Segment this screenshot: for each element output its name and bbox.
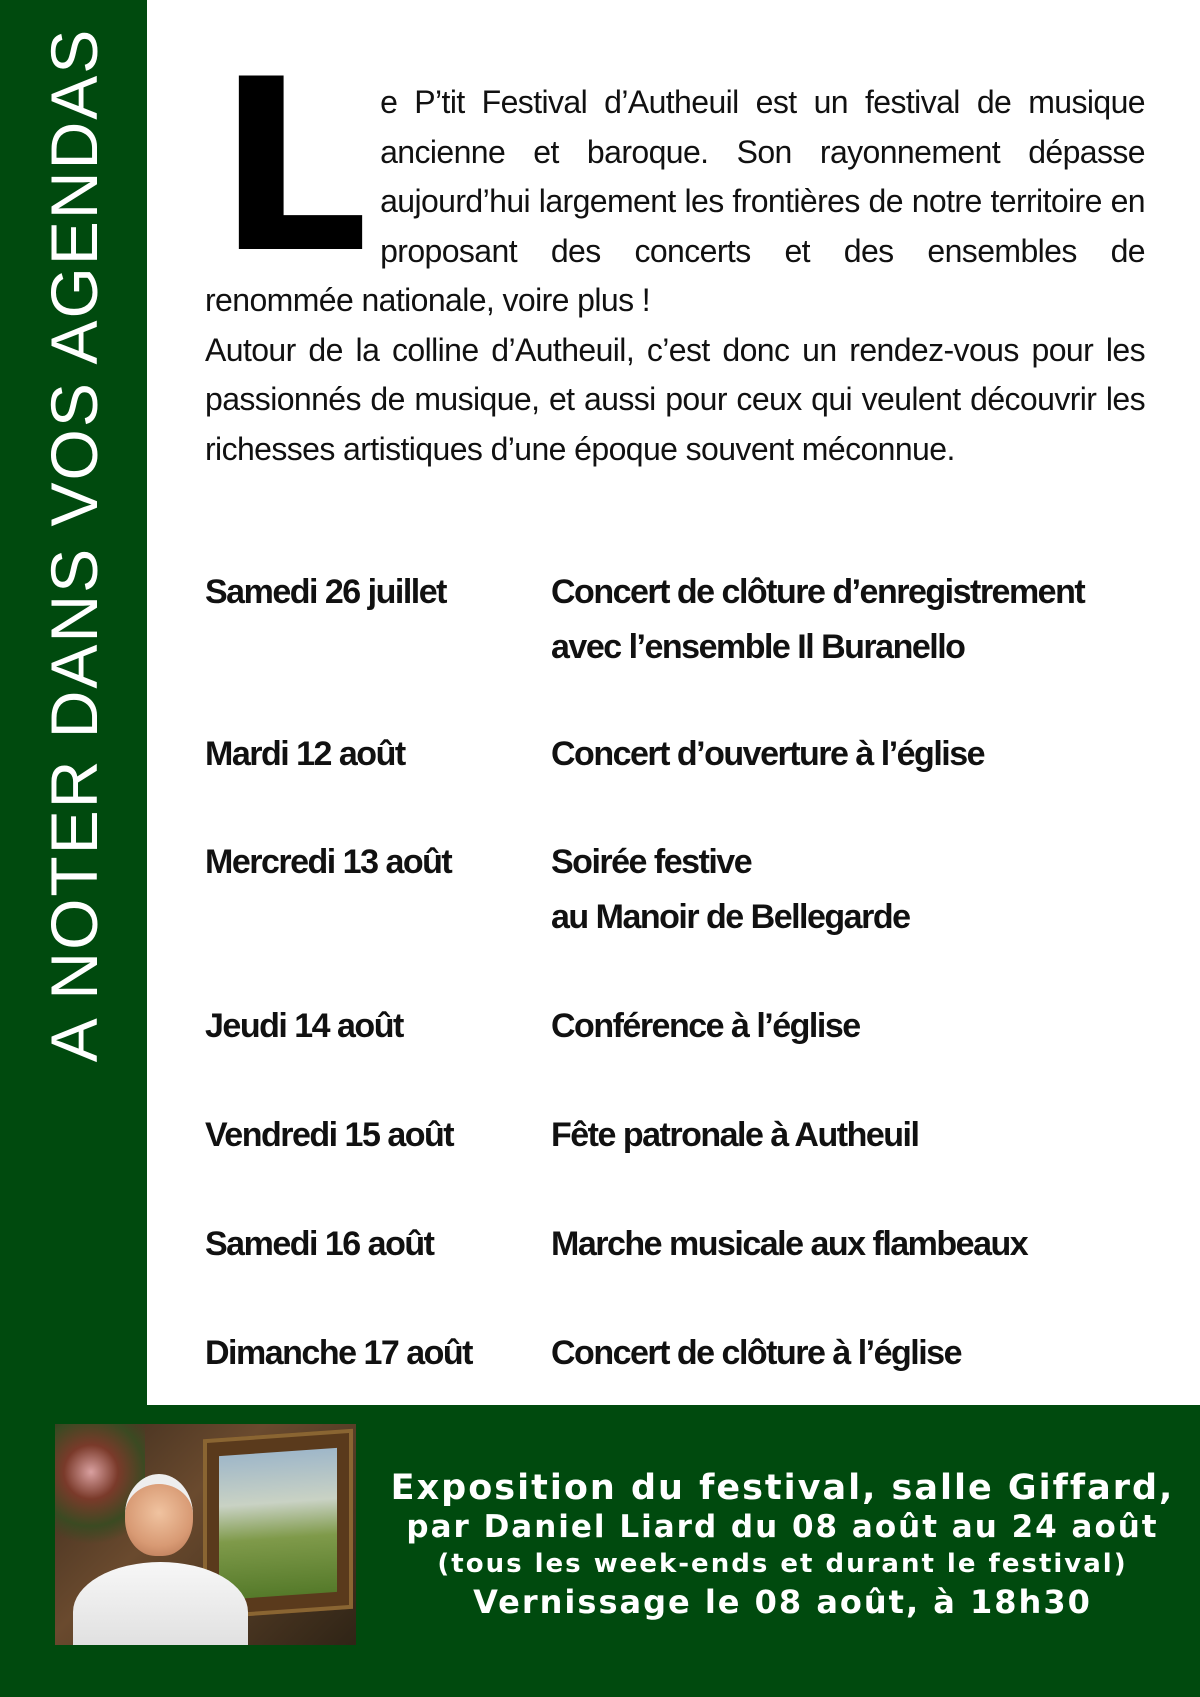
event-description [551, 1108, 1171, 1163]
event-description [551, 1326, 1171, 1381]
event-line: Fête patronale à Autheuil [551, 1116, 919, 1154]
event-line: Marche musicale aux flambeaux [551, 1225, 1028, 1263]
event-date: Vendredi 15 août [205, 1116, 454, 1154]
event-date: Samedi 26 juillet [205, 573, 446, 611]
exhibition-text [365, 1468, 1200, 1622]
event-line: avec l’ensemble Il Buranello [551, 628, 965, 666]
event-line: Concert de clôture d’enregistrement [551, 573, 1085, 611]
person-head-shape [125, 1474, 193, 1556]
intro-paragraph-2: Autour de la colline d’Autheuil, c’est donc un rendez-vous pour les passionnés de musique, et aussi pour ceux qui veulent découvrir les richesses artistiques d’une époque souvent méconnue. [205, 331, 1145, 467]
event-date: Dimanche 17 août [205, 1334, 472, 1372]
event-line: au Manoir de Bellegarde [551, 898, 910, 936]
landscape-painting-shape [219, 1448, 337, 1600]
exhibition-line-3: (tous les week-ends et durant le festival) [437, 1549, 1128, 1579]
event-line: Soirée festive [551, 843, 752, 881]
artist-photo [55, 1424, 356, 1645]
event-date: Samedi 16 août [205, 1225, 434, 1263]
event-description [551, 727, 1171, 782]
event-description [551, 1217, 1171, 1272]
vertical-title: A NOTER DANS VOS AGENDAS [37, 27, 111, 1063]
exhibition-line-4: Vernissage le 08 août, à 18h30 [473, 1583, 1092, 1621]
exhibition-line-1: Exposition du festival, salle Giffard, [390, 1468, 1175, 1508]
intro-text [205, 29, 1145, 474]
exhibition-line-2: par Daniel Liard du 08 août au 24 août [406, 1509, 1159, 1545]
intro-paragraph-1: e P’tit Festival d’Autheuil est un festival de musique ancienne et baroque. Son rayonnement dépasse aujourd’hui largement les frontières de notre territoire en proposant des concerts et des ensembles de renommée nationale, voire plus ! [205, 84, 1145, 318]
dropcap-letter: L [217, 29, 369, 306]
event-description [551, 835, 1171, 945]
event-date: Mercredi 13 août [205, 843, 452, 881]
event-date: Mardi 12 août [205, 735, 405, 773]
exhibition-banner [0, 1405, 1200, 1697]
event-line: Conférence à l’église [551, 1007, 860, 1045]
event-description [551, 999, 1171, 1054]
event-line: Concert d’ouverture à l’église [551, 735, 985, 773]
event-description [551, 565, 1171, 675]
event-line: Concert de clôture à l’église [551, 1334, 961, 1372]
event-date: Jeudi 14 août [205, 1007, 403, 1045]
